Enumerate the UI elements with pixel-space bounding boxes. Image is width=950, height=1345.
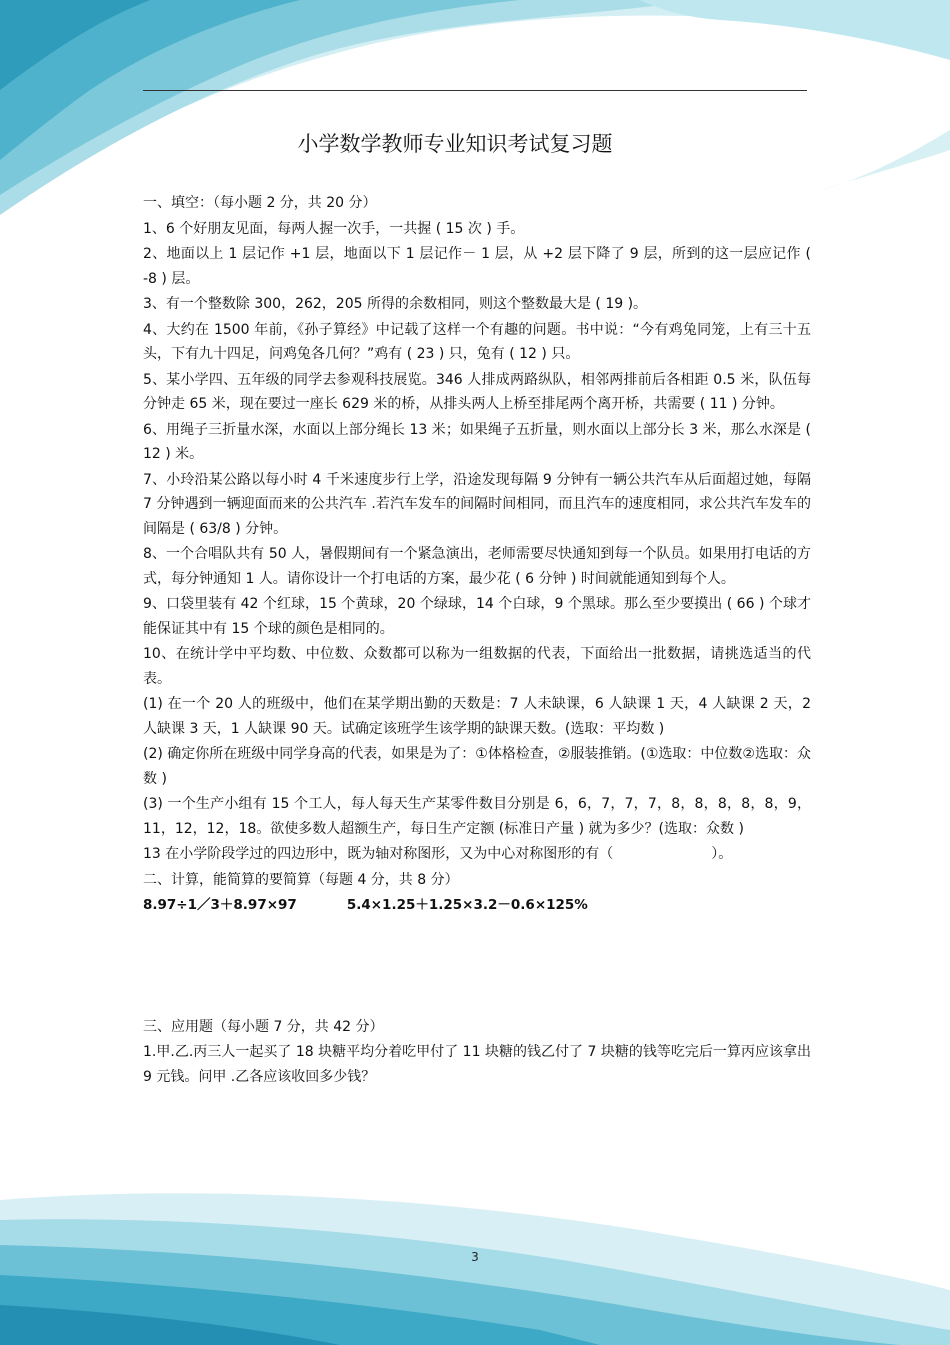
section-heading-fill: 一、填空：（每小题 2 分，共 20 分） <box>143 195 377 211</box>
question-7: 7、小玲沿某公路以每小时 4 千米速度步行上学，沿途发现每隔 9 分钟有一辆公共汽车从后面超过她，每隔 7 分钟遇到一辆迎面而来的公共汽车 .若汽车发车的间隔时间相同，而且汽车的速度相同，求公共汽车发车的间隔是 ( 63/8 ) 分钟。 <box>143 471 816 537</box>
header-rule <box>143 90 807 91</box>
question-1: 1、6 个好朋友见面，每两人握一次手，一共握 ( 15 次 ) 手。 <box>143 220 525 237</box>
question-4: 4、大约在 1500 年前，《孙子算经》中记载了这样一个有趣的问题。书中说：“今有鸡兔同笼，上有三十五头，下有九十四足，问鸡兔各几何？”鸡有 ( 23 ) 只，兔有 ( 12 ) 只。 <box>143 321 811 362</box>
section-heading-calc: 二、计算，能简算的要简算（每题 4 分，共 8 分） <box>143 871 459 888</box>
page-number: 3 <box>471 1250 479 1264</box>
question-9: 9、口袋里装有 42 个红球，15 个黄球，20 个绿球，14 个白球，9 个黑球。那么至少要摸出 ( 66 ) 个球才能保证其中有 15 个球的颜色是相同的。 <box>143 596 811 637</box>
calc-expression-2: 5.4×1.25＋1.25×3.2－0.6×125% <box>346 897 588 913</box>
answer-space <box>143 919 811 1015</box>
question-10-part-3: (3) 一个生产小组有 15 个工人，每人每天生产某零件数目分别是 6，6，7，7，7，8，8，8，8，8，9，11，12，12，18。欲使多数人超额生产，每日生产定额 (标准日产量 ) 就为多少？(选取：众数 ) <box>143 796 811 837</box>
calc-row <box>143 893 811 918</box>
question-10-part-2: (2) 确定你所在班级中同学身高的代表，如果是为了：①体格检查，②服装推销。(①选取：中位数②选取：众数 ) <box>143 746 811 787</box>
question-8: 8、一个合唱队共有 50 人，暑假期间有一个紧急演出，老师需要尽快通知到每一个队员。如果用打电话的方式，每分钟通知 1 人。请你设计一个打电话的方案，最少花 ( 6 分钟 ) 时间就能通知到每个人。 <box>143 546 811 587</box>
document-body <box>143 190 816 1090</box>
question-6: 6、用绳子三折量水深，水面以上部分绳长 13 米；如果绳子五折量，则水面以上部分长 3 米，那么水深是 ( 12 ) 米。 <box>143 421 816 462</box>
question-2: 2、地面以上 1 层记作 +1 层，地面以下 1 层记作－ 1 层，从 +2 层下降了 9 层，所到的这一层应记作 ( -8 ) 层。 <box>143 246 816 287</box>
question-13: 13 在小学阶段学过的四边形中，既为轴对称图形，又为中心对称图形的有（ ）。 <box>143 846 733 862</box>
page-title: 小学数学教师专业知识考试复习题 <box>297 132 613 156</box>
question-3: 3、有一个整数除 300，262，205 所得的余数相同，则这个整数最大是 ( 19 )。 <box>143 296 648 312</box>
question-5: 5、某小学四、五年级的同学去参观科技展览。346 人排成两路纵队，相邻两排前后各相距 0.5 米，队伍每分钟走 65 米，现在要过一座长 629 米的桥，从排头两人上桥至排尾两个离开桥，共需要 ( 11 ) 分钟。 <box>143 371 811 412</box>
section-heading-apply: 三、应用题（每小题 7 分，共 42 分） <box>143 1018 384 1035</box>
question-10: 10、在统计学中平均数、中位数、众数都可以称为一组数据的代表，下面给出一批数据，请挑选适当的代表。 <box>143 646 811 687</box>
apply-question-1: 1.甲.乙.丙三人一起买了 18 块糖平均分着吃甲付了 11 块糖的钱乙付了 7 块糖的钱等吃完后一算丙应该拿出 9 元钱。问甲 .乙各应该收回多少钱？ <box>143 1044 816 1085</box>
calc-expression-1: 8.97÷1／3＋8.97×97 <box>143 897 297 913</box>
question-10-part-1: (1) 在一个 20 人的班级中，他们在某学期出勤的天数是：7 人未缺课，6 人缺课 1 天，4 人缺课 2 天，2 人缺课 3 天，1 人缺课 90 天。试确定该班学生该学期的缺课天数。(选取：平均数 ) <box>143 696 816 737</box>
